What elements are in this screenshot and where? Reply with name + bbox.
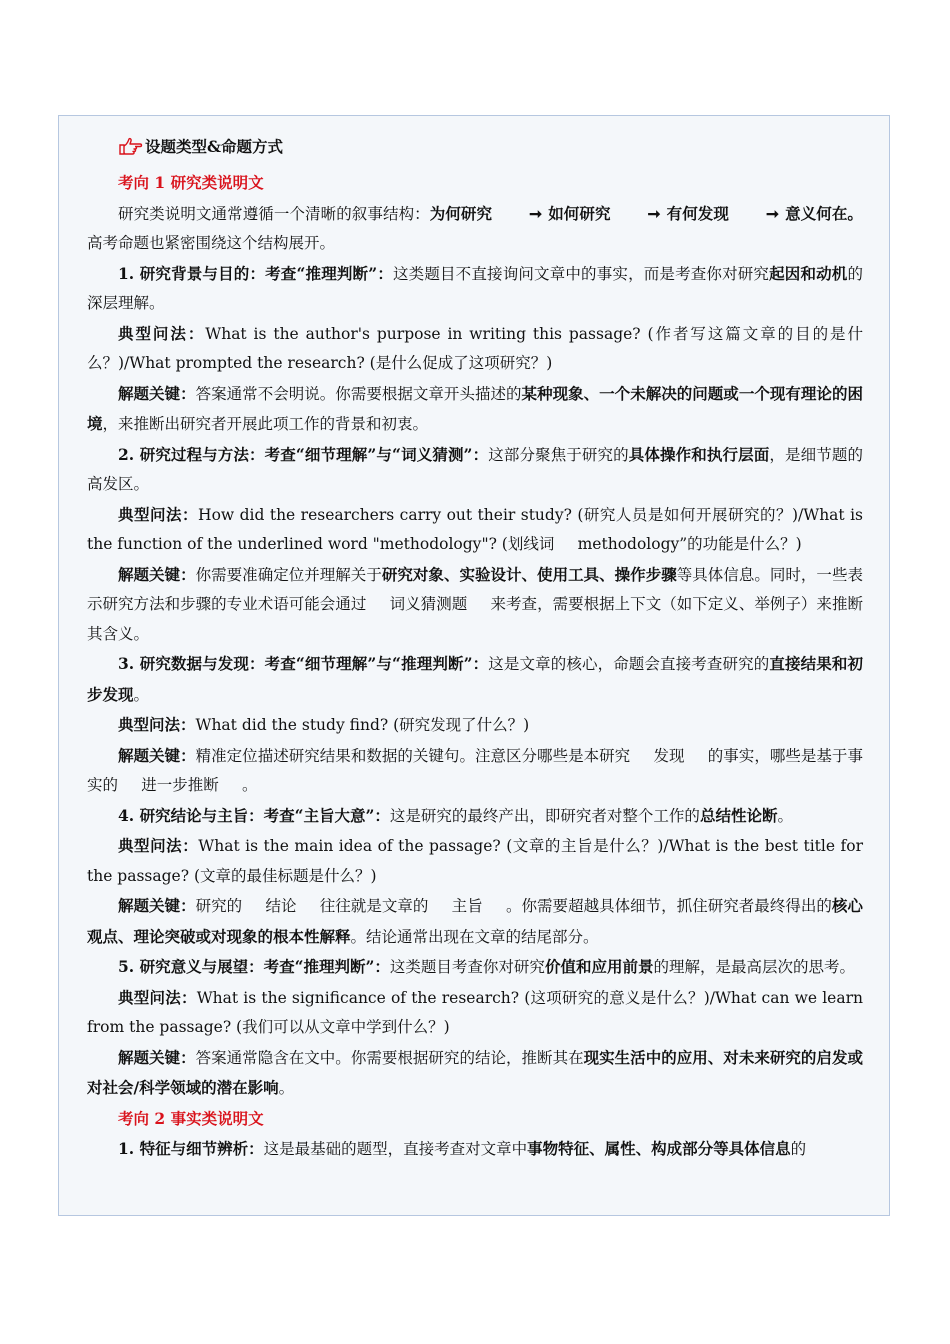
arrow-right-icon: ➞ <box>765 203 779 223</box>
section-title: 设题类型&命题方式 <box>145 137 283 157</box>
item-4-paragraph: 4. 研究结论与主旨：考查“主旨大意”：这是研究的最终产出，即研究者对整个工作的总结性论断。 <box>118 805 793 825</box>
content-panel <box>58 115 890 1216</box>
item-5-typical-question: 典型问法：What is the significance of the research? (这项研究的意义是什么？)/What can we learn from the passage? (我们可以从文章中学到什么？) <box>87 987 863 1036</box>
intro-paragraph: 研究类说明文通常遵循一个清晰的叙事结构：为何研究 ➞ 如何研究 ➞ 有何发现 ➞ 意义何在。高考命题也紧密围绕这个结构展开。 <box>87 199 863 259</box>
item-2-paragraph: 2. 研究过程与方法：考查“细节理解”与“词义猜测”：这部分聚焦于研究的具体操作和执行层面，是细节题的高发区。 <box>87 444 863 493</box>
direction-2-item-1: 1. 特征与细节辨析：这是最基础的题型，直接考查对文章中事物特征、属性、构成部分等具体信息的 <box>118 1139 807 1158</box>
pointing-hand-icon <box>119 137 143 157</box>
direction-1-label: 考向 1 研究类说明文 <box>118 173 264 192</box>
item-3-key: 解题关键：精准定位描述研究结果和数据的关键句。注意区分哪些是本研究 发现 的事实，哪些是基于事实的 进一步推断 。 <box>87 745 863 794</box>
flow-step-4: 意义何在 <box>784 203 848 223</box>
item-2-typical-question: 典型问法：How did the researchers carry out their study? (研究人员是如何开展研究的？)/What is the function of the underlined word "methodology"? (划线词 methodology”的功能是什么？) <box>87 504 863 553</box>
item-4-typical-question: 典型问法：What is the main idea of the passage? (文章的主旨是什么？)/What is the best title for the passage? (文章的最佳标题是什么？) <box>87 836 863 885</box>
item-1-typical-question: 典型问法：What is the author's purpose in writing this passage? (作者写这篇文章的目的是什么？)/What prompted the research? (是什么促成了这项研究？) <box>87 323 863 372</box>
item-5-paragraph: 5. 研究意义与展望：考查“推理判断”：这类题目考查你对研究价值和应用前景的理解，是最高层次的思考。 <box>118 957 855 976</box>
arrow-right-icon: ➞ <box>529 203 543 223</box>
item-3-paragraph: 3. 研究数据与发现：考查“细节理解”与“推理判断”：这是文章的核心，命题会直接考查研究的直接结果和初步发现。 <box>87 654 863 704</box>
flow-step-3: 有何发现 <box>666 203 729 223</box>
flow-step-1: 为何研究 <box>429 203 493 223</box>
direction-2-label: 考向 2 事实类说明文 <box>118 1108 264 1128</box>
flow-step-2: 如何研究 <box>548 203 611 223</box>
item-5-key: 解题关键：答案通常隐含在文中。你需要根据研究的结论，推断其在现实生活中的应用、对未来研究的启发或对社会/科学领域的潜在影响。 <box>87 1047 863 1097</box>
document-body <box>87 130 863 1165</box>
item-1-paragraph: 1. 研究背景与目的：考查“推理判断”：这类题目不直接询问文章中的事实，而是考查你对研究起因和动机的深层理解。 <box>87 263 863 312</box>
item-1-key: 解题关键：答案通常不会明说。你需要根据文章开头描述的某种现象、一个未解决的问题或一个现有理论的困境，来推断出研究者开展此项工作的背景和初衷。 <box>87 383 863 433</box>
item-3-typical-question: 典型问法：What did the study find? (研究发现了什么？) <box>118 715 530 734</box>
item-2-key: 解题关键：你需要准确定位并理解关于研究对象、实验设计、使用工具、操作步骤等具体信息。同时，一些表示研究方法和步骤的专业术语可能会通过 词义猜测题 来考查，需要根据上下文（如下定义、举例子）来推断其含义。 <box>87 564 863 643</box>
arrow-right-icon: ➞ <box>647 203 661 223</box>
item-4-key: 解题关键：研究的 结论 往往就是文章的 主旨 。你需要超越具体细节，抓住研究者最终得出的核心观点、理论突破或对现象的根本性解释。结论通常出现在文章的结尾部分。 <box>87 896 863 946</box>
section-heading <box>87 130 863 164</box>
